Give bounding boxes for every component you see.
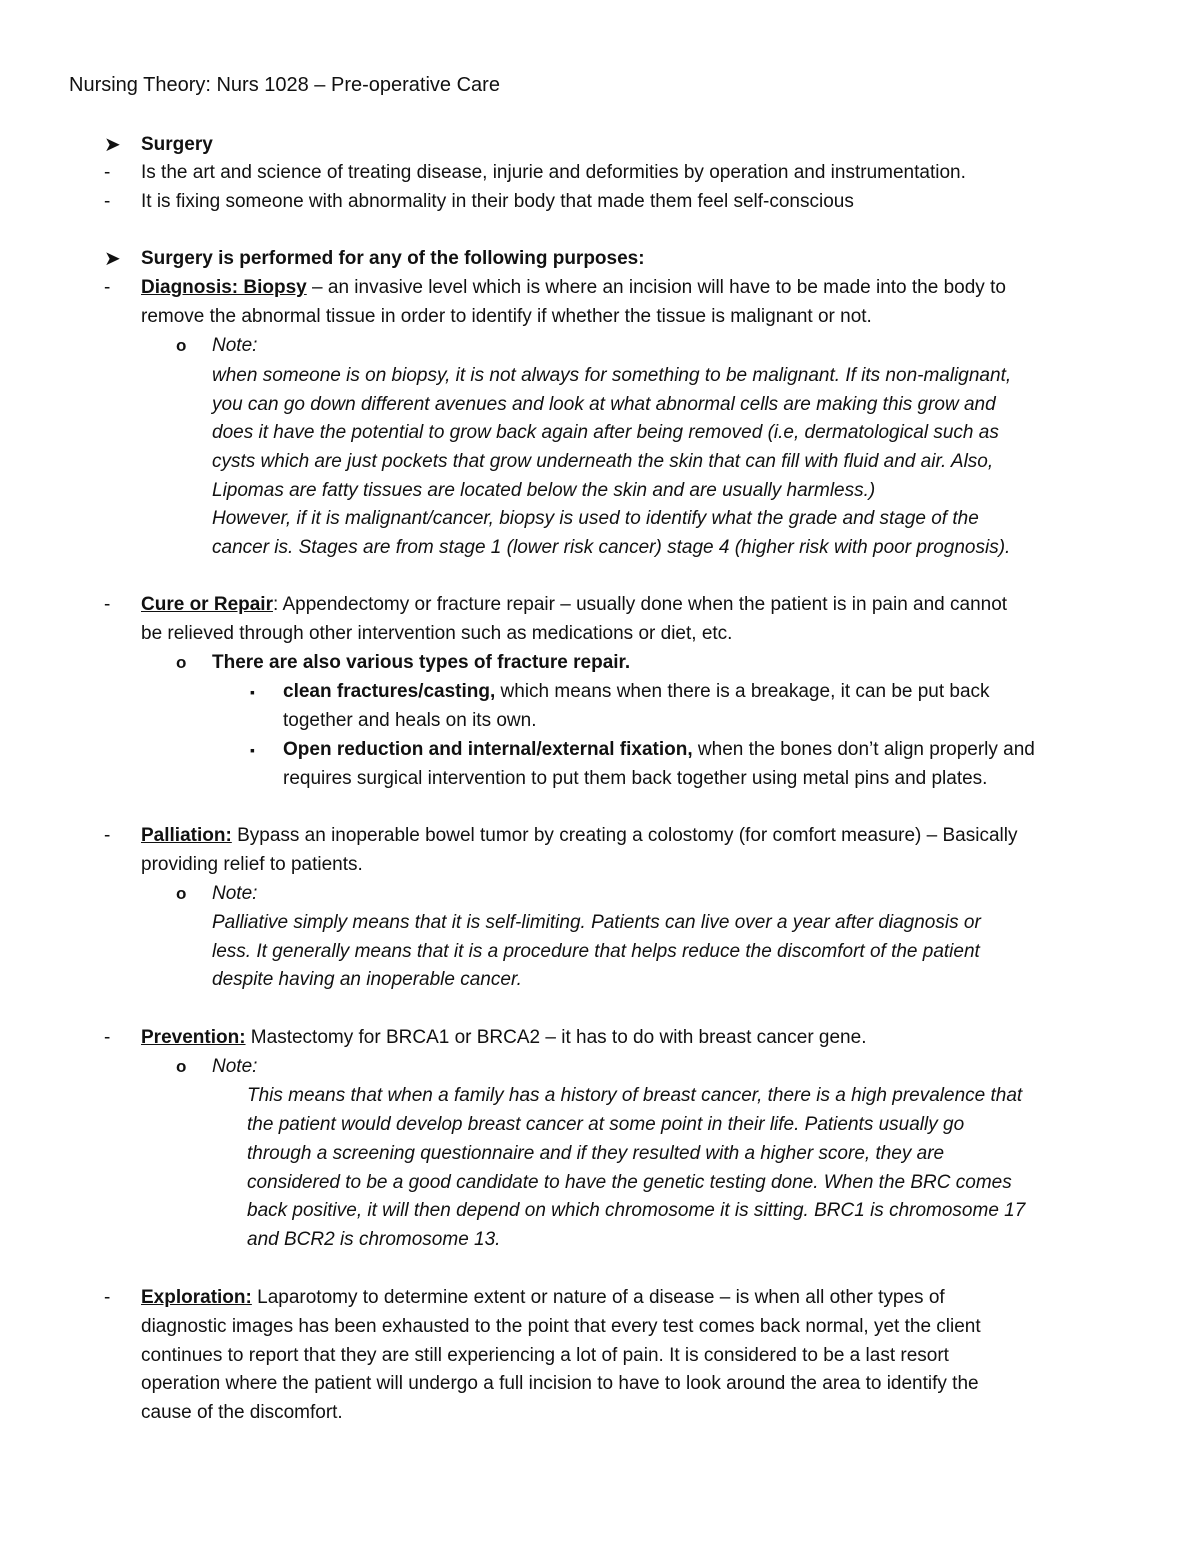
dash-bullet-icon: - <box>104 277 111 298</box>
exploration-label: Exploration: <box>141 1287 252 1308</box>
dash-bullet-icon: - <box>104 825 111 846</box>
exploration-text: Laparotomy to determine extent or nature of a disease – is when all other types of <box>251 1287 945 1308</box>
dash-bullet-icon: - <box>104 594 111 615</box>
purposes-heading: Surgery is performed for any of the following purposes: <box>141 248 645 269</box>
fracture-item-2 <box>283 738 1035 762</box>
palliation-note-line: Palliative simply means that it is self-limiting. Patients can live over a year after diagnosis or <box>212 912 981 933</box>
prevention-note-line: through a screening questionnaire and if they resulted with a higher score, they are <box>247 1143 945 1164</box>
square-bullet-icon: ▪ <box>250 742 255 758</box>
palliation-label: Palliation: <box>141 825 232 846</box>
diagnosis-note-line: does it have the potential to grow back again after being removed (i.e, dermatological such as <box>212 422 999 443</box>
fracture-item-1-term: clean fractures/casting, <box>283 681 496 702</box>
prevention-note-line: This means that when a family has a history of breast cancer, there is a high prevalence that <box>247 1085 1023 1106</box>
arrow-bullet-icon: ➤ <box>104 248 121 270</box>
dash-bullet-icon: - <box>104 162 111 183</box>
fracture-item-1 <box>283 680 990 704</box>
surgery-heading: Surgery <box>141 134 213 155</box>
fracture-item-2-text: when the bones don’t align properly and <box>692 739 1035 760</box>
exploration-line-1 <box>141 1286 945 1310</box>
diagnosis-note-line: cysts which are just pockets that grow underneath the skin that can fill with fluid and air. Also, <box>212 451 994 472</box>
prevention-note-line: and BCR2 is chromosome 13. <box>247 1229 501 1250</box>
exploration-line: diagnostic images has been exhausted to the point that every test comes back normal, yet the client <box>141 1316 981 1337</box>
prevention-note-line: considered to be a good candidate to have the genetic testing done. When the BRC comes <box>247 1172 1012 1193</box>
circle-bullet-icon: o <box>176 653 187 672</box>
cure-label: Cure or Repair <box>141 594 273 615</box>
surgery-line-1: Is the art and science of treating disease, injurie and deformities by operation and instrumentation. <box>141 162 966 183</box>
diagnosis-line-2: remove the abnormal tissue in order to identify if whether the tissue is malignant or not. <box>141 306 872 327</box>
fracture-item-2-cont: requires surgical intervention to put them back together using metal pins and plates. <box>283 768 988 789</box>
palliation-text: Bypass an inoperable bowel tumor by creating a colostomy (for comfort measure) – Basically <box>231 825 1018 846</box>
circle-bullet-icon: o <box>176 336 187 355</box>
diagnosis-note-line: However, if it is malignant/cancer, biopsy is used to identify what the grade and stage of the <box>212 508 979 529</box>
square-bullet-icon: ▪ <box>250 684 255 700</box>
diagnosis-note-line: you can go down different avenues and look at what abnormal cells are making this grow and <box>212 394 996 415</box>
palliation-note-label: Note: <box>212 883 258 904</box>
diagnosis-note-line: when someone is on biopsy, it is not always for something to be malignant. If its non-malignant, <box>212 365 1012 386</box>
dash-bullet-icon: - <box>104 1287 111 1308</box>
prevention-label: Prevention: <box>141 1027 246 1048</box>
prevention-line-1 <box>141 1026 866 1050</box>
circle-bullet-icon: o <box>176 1057 187 1076</box>
prevention-note-label: Note: <box>212 1056 258 1077</box>
prevention-text: Mastectomy for BRCA1 or BRCA2 – it has to do with breast cancer gene. <box>245 1027 867 1048</box>
palliation-note-line: less. It generally means that it is a procedure that helps reduce the discomfort of the patient <box>212 941 980 962</box>
prevention-note-line: the patient would develop breast cancer at some point in their life. Patients usually go <box>247 1114 965 1135</box>
exploration-line: continues to report that they are still experiencing a lot of pain. It is considered to be a last resort <box>141 1345 949 1366</box>
arrow-bullet-icon: ➤ <box>104 134 121 156</box>
palliation-line-1 <box>141 824 1017 848</box>
fracture-item-1-text: which means when there is a breakage, it can be put back <box>495 681 990 702</box>
dash-bullet-icon: - <box>104 191 111 212</box>
diagnosis-note-line: cancer is. Stages are from stage 1 (lower risk cancer) stage 4 (higher risk with poor prognosis). <box>212 537 1011 558</box>
diagnosis-label: Diagnosis: Biopsy <box>141 277 307 298</box>
cure-line-2: be relieved through other intervention such as medications or diet, etc. <box>141 623 733 644</box>
surgery-line-2: It is fixing someone with abnormality in their body that made them feel self-conscious <box>141 191 854 212</box>
dash-bullet-icon: - <box>104 1027 111 1048</box>
palliation-note-line: despite having an inoperable cancer. <box>212 969 522 990</box>
cure-line-1 <box>141 593 1007 617</box>
palliation-line-2: providing relief to patients. <box>141 854 363 875</box>
fracture-types-heading: There are also various types of fracture repair. <box>212 652 631 673</box>
fracture-item-2-term: Open reduction and internal/external fixation, <box>283 739 693 760</box>
exploration-line: operation where the patient will undergo a full incision to have to look around the area to identify the <box>141 1373 979 1394</box>
cure-text: : Appendectomy or fracture repair – usually done when the patient is in pain and cannot <box>272 594 1008 615</box>
fracture-item-1-cont: together and heals on its own. <box>283 710 537 731</box>
diagnosis-line-1 <box>141 276 1006 300</box>
exploration-line: cause of the discomfort. <box>141 1402 343 1423</box>
page-title: Nursing Theory: Nurs 1028 – Pre-operative Care <box>69 74 500 96</box>
diagnosis-text: – an invasive level which is where an incision will have to be made into the body to <box>306 277 1006 298</box>
prevention-note-line: back positive, it will then depend on which chromosome it is sitting. BRC1 is chromosome 17 <box>247 1200 1026 1221</box>
diagnosis-note-label: Note: <box>212 335 258 356</box>
circle-bullet-icon: o <box>176 884 187 903</box>
diagnosis-note-line: Lipomas are fatty tissues are located below the skin and are usually harmless.) <box>212 480 876 501</box>
